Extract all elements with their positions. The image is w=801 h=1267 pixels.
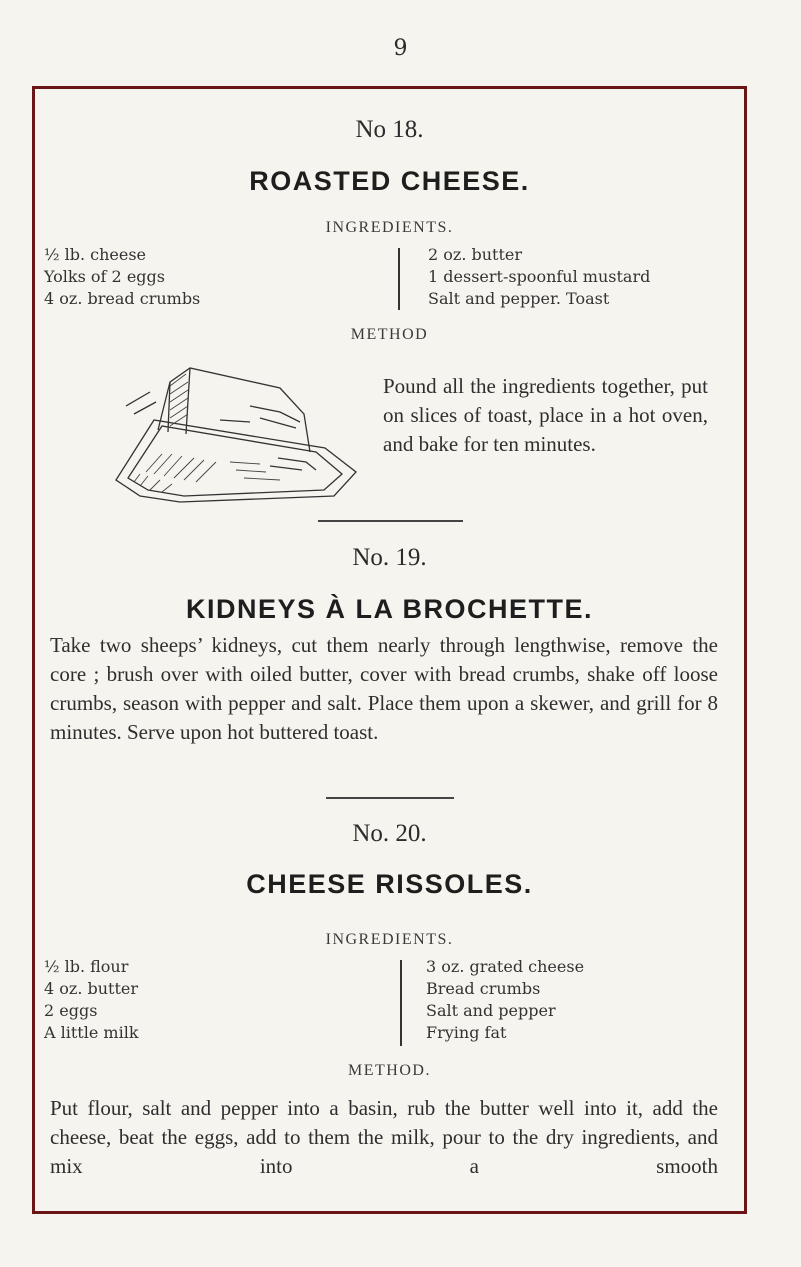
recipe-18-ingredients-heading: INGREDIENTS. — [325, 219, 454, 236]
ingredient: A little milk — [44, 1023, 139, 1042]
recipe-20-title: CHEESE RISSOLES. — [246, 869, 533, 899]
ingredient: 4 oz. butter — [44, 979, 139, 998]
recipe-20-number: No. 20. — [352, 820, 427, 847]
recipe-20-method-heading: METHOD. — [348, 1062, 431, 1079]
page-number: 9 — [393, 36, 408, 61]
recipe-20-ingredients-heading: INGREDIENTS. — [325, 931, 454, 948]
ingredient: 2 oz. butter — [428, 245, 523, 264]
recipe-20-ingredients-right — [426, 956, 584, 1044]
ingredient: Bread crumbs — [426, 979, 541, 998]
ingredient: Frying fat — [426, 1023, 507, 1042]
ingredient: Yolks of 2 eggs — [44, 267, 165, 286]
recipe-18-number: No 18. — [355, 116, 424, 143]
ingredient: 4 oz. bread crumbs — [44, 289, 201, 308]
recipe-19-method-text: Take two sheeps’ kidneys, cut them nearly through lengthwise, remove the core ; brush over with oiled butter, cover with bread crumbs, shake off loose crumbs, season with pepper and salt. Place them upon a skewer, and grill for 8 minutes. Serve upon hot buttered toast. — [50, 633, 718, 744]
recipe-18-ingredients-right — [428, 244, 650, 310]
section-divider — [318, 520, 463, 522]
ingredient: 1 dessert-spoonful mustard — [428, 267, 651, 286]
ingredients-divider — [400, 960, 402, 1046]
ingredient: 2 eggs — [44, 1001, 98, 1020]
recipe-20-method-text: Put flour, salt and pepper into a basin, rub the butter well into it, add the cheese, beat the eggs, add to them the milk, pour to the dry ingredients, and mix into a smooth — [50, 1096, 718, 1178]
recipe-19-number: No. 19. — [352, 544, 427, 571]
recipe-18-title: ROASTED CHEESE. — [249, 166, 530, 196]
recipe-18-method-text: Pound all the ingredients together, put on slices of toast, place in a hot oven, and bake for ten minutes. — [383, 374, 708, 456]
recipe-19-title: KIDNEYS À LA BROCHETTE. — [185, 594, 593, 624]
ingredient: Salt and pepper — [426, 1001, 556, 1020]
section-divider — [326, 797, 454, 799]
ingredient: Salt and pepper. Toast — [428, 289, 610, 308]
ingredient: 3 oz. grated cheese — [426, 957, 585, 976]
recipe-18-method-heading: METHOD — [350, 326, 429, 343]
recipe-18-ingredients-left — [44, 244, 200, 310]
ingredients-divider — [398, 248, 400, 310]
ingredient: ½ lb. cheese — [44, 245, 147, 264]
roasted-cheese-dish-illustration — [110, 362, 360, 504]
ingredient: ½ lb. flour — [44, 957, 129, 976]
recipe-20-ingredients-left — [44, 956, 139, 1044]
